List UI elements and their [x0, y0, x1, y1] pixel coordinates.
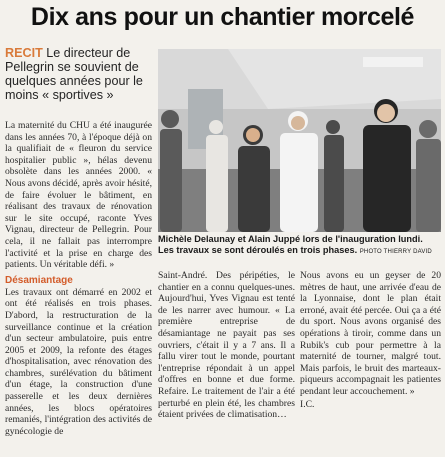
photo-caption [158, 234, 441, 258]
caption-text: Michèle Delaunay et Alain Juppé lors de l'inauguration lundi. Les travaux se sont déroulés en trois phases. [158, 234, 423, 255]
article-column-1 [5, 120, 152, 437]
inauguration-photo [158, 49, 441, 232]
article-column-3 [300, 270, 441, 410]
body-paragraph-2: Saint-André. Des péripéties, le chantier en a connu quelques-unes. Aujourd'hui, Yves Vignau est tenté de les narrer avec humour. « La première entreprise de désamiantage ne payait pas ses ouvriers, c'était il y a 7 ans. Il a fallu virer tout le monde, pourtant l'entreprise répondait à un appel d'offres en bonne et due forme. Refaire. Le traitement de l'air a été perturbé en plein été, les chambres étaient privées de climatisation… [158, 270, 295, 421]
photo-credit: PHOTO THIERRY DAVID [359, 249, 432, 255]
body-paragraph-1: Les travaux ont démarré en 2002 et ont été réalisés en trois phases. D'abord, la restructuration de la surveillance continue et la création d'un secteur ambulatoire, puis entre 2005 et 2009, la refonte des étages d'hospitalisation, avec rénovation des chambres, surélévation du bâtiment d'un étage, la construction d'une passerelle et les deux dernières années, les blocs opératoires remaniés, l'intégration des activités de gynécologie de [5, 286, 152, 437]
lead-text: Le directeur de Pellegrin se souvient de quelques années pour le moins « sportives » [5, 46, 143, 102]
photo-illustration [158, 49, 441, 232]
body-paragraph-3: Nous avons eu un geyser de 20 mètres de haut, une arrivée d'eau de la Lyonnaise, dont le plan était erroné, avait été percée. Oui ça a été du sport. Nous avons organisé des opérations à tiroir, comme dans un Rubik's cub pour permettre à la maternité de tourner, malgré tout. Mais parfois, le bruit des marteaux-piqueurs accompagnait les patientes pendant leur accouchement. » [300, 270, 441, 397]
recit-tag: RECIT [5, 46, 43, 60]
author-initials: I.C. [300, 398, 315, 410]
lead-block [5, 46, 155, 102]
subhead: Désamiantage [5, 274, 73, 286]
intro-paragraph: La maternité du CHU a été inaugurée dans les années 70, à l'époque déjà on la qualifiait de « fleuron du service hospitalier public », hélas devenu obsolète dans les années 2000. « Nous avons décidé, après avoir hésité, de faire évoluer le bâtiment, en réalisant des travaux de rénovation sur le site occupé, raconte Yves Vignau, directeur de Pellegrin. Pour cela, il ne fallait pas interrompre l'activité et la prise en charge des patients. Un véritable défi. » [5, 120, 152, 271]
article-column-2 [158, 270, 295, 421]
headline: Dix ans pour un chantier morcelé [30, 3, 415, 31]
